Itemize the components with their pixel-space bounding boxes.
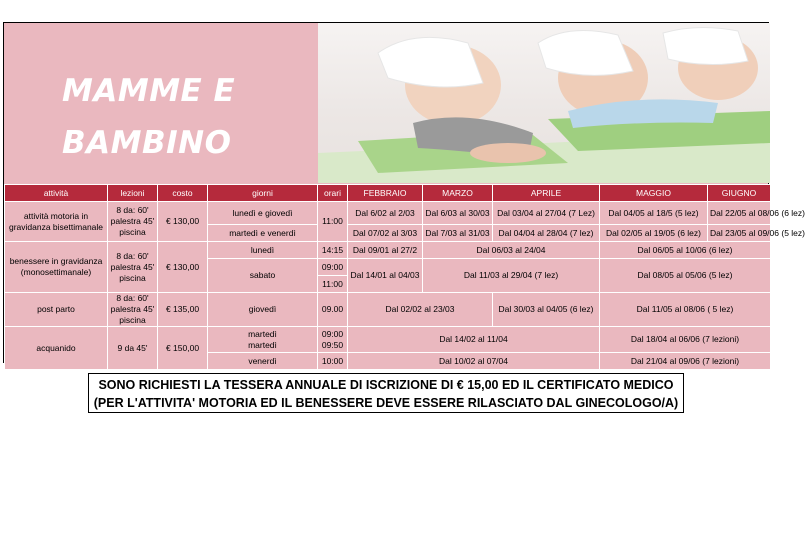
cell-mag: Dal 04/05 al 18/5 (5 lez) xyxy=(600,202,708,225)
col-giugno: GIUGNO xyxy=(708,185,771,202)
col-giorni: giorni xyxy=(208,185,318,202)
cell-lezioni: 9 da 45' xyxy=(108,327,158,370)
cell-apr: Dal 03/04 al 27/04 (7 Lez) xyxy=(493,202,600,225)
cell-mag-giu: Dal 06/05 al 10/06 (6 lez) xyxy=(600,242,771,259)
cell-orario xyxy=(318,327,348,353)
table-row xyxy=(5,327,771,353)
pregnant-women-illustration xyxy=(318,23,770,183)
col-costo: costo xyxy=(158,185,208,202)
cell-orario: 11:00 xyxy=(318,202,348,242)
cell-orario: 14:15 xyxy=(318,242,348,259)
cell-giorni: martedì e venerdì xyxy=(208,225,318,242)
hero-banner xyxy=(4,23,768,183)
cell-lezioni: 8 da: 60' palestra 45' piscina xyxy=(108,202,158,242)
cell-apr: Dal 30/03 al 04/05 (6 lez) xyxy=(493,293,600,327)
col-lezioni: lezioni xyxy=(108,185,158,202)
cell-attivita: attività motoria in gravidanza bisettimanale xyxy=(5,202,108,242)
col-orari: orari xyxy=(318,185,348,202)
page-title xyxy=(62,65,282,169)
cell-orario: 09:00 xyxy=(318,259,348,276)
cell-costo: € 130,00 xyxy=(158,242,208,293)
cell-mag-giu: Dal 21/04 al 09/06 (7 lezioni) xyxy=(600,353,771,370)
cell-feb: Dal 09/01 al 27/2 xyxy=(348,242,423,259)
cell-mag-giu: Dal 18/04 al 06/06 (7 lezioni) xyxy=(600,327,771,353)
title-line-1: MAMME E xyxy=(62,73,236,109)
pregnant-women-photo xyxy=(318,23,770,183)
cell-mar-apr: Dal 06/03 al 24/04 xyxy=(423,242,600,259)
cell-feb: Dal 07/02 al 3/03 xyxy=(348,225,423,242)
schedule-flyer xyxy=(3,22,805,366)
cell-lezioni: 8 da: 60' palestra 45' piscina xyxy=(108,242,158,293)
col-marzo: MARZO xyxy=(423,185,493,202)
cell-giorni: venerdì xyxy=(208,353,318,370)
col-maggio: MAGGIO xyxy=(600,185,708,202)
cell-costo: € 135,00 xyxy=(158,293,208,327)
cell-giorni: lunedì xyxy=(208,242,318,259)
notice-line-1: SONO RICHIESTI LA TESSERA ANNUALE DI ISCRIZIONE DI € 15,00 ED IL CERTIFICATO MEDICO xyxy=(98,378,674,392)
cell-giorni: sabato xyxy=(208,259,318,293)
cell-orario: 11:00 xyxy=(318,276,348,293)
notice-line-2: (PER L'ATTIVITA' MOTORIA ED IL BENESSERE DEVE ESSERE RILASCIATO DAL GINECOLOGO/A) xyxy=(93,396,679,410)
cell-giorni: lunedì e giovedì xyxy=(208,202,318,225)
table-header-row xyxy=(5,185,771,202)
giorni-line: martedì xyxy=(248,339,277,350)
title-line-2: BAMBINO xyxy=(62,125,232,161)
table-row xyxy=(5,202,771,225)
cell-mar-apr: Dal 11/03 al 29/04 (7 lez) xyxy=(423,259,600,293)
cell-feb: Dal 6/02 al 2/03 xyxy=(348,202,423,225)
cell-giu: Dal 22/05 al 08/06 (6 lez) xyxy=(708,202,771,225)
cell-feb: Dal 14/01 al 04/03 xyxy=(348,259,423,293)
cell-orario: 09.00 xyxy=(318,293,348,327)
orario-line: 09:00 xyxy=(321,328,344,339)
cell-lezioni: 8 da: 60' palestra 45' piscina xyxy=(108,293,158,327)
cell-mag-giu: Dal 08/05 al 05/06 (5 lez) xyxy=(600,259,771,293)
requirements-notice xyxy=(88,373,684,413)
cell-orario: 10:00 xyxy=(318,353,348,370)
cell-mar: Dal 7/03 al 31/03 xyxy=(423,225,493,242)
cell-costo: € 130,00 xyxy=(158,202,208,242)
cell-giorni xyxy=(208,327,318,353)
col-febbraio: FEBBRAIO xyxy=(348,185,423,202)
giorni-line: martedì xyxy=(248,328,277,339)
table-row xyxy=(5,242,771,259)
schedule-table xyxy=(4,184,805,370)
cell-apr: Dal 04/04 al 28/04 (7 lez) xyxy=(493,225,600,242)
cell-costo: € 150,00 xyxy=(158,327,208,370)
cell-attivita: acquanido xyxy=(5,327,108,370)
cell-feb-apr: Dal 10/02 al 07/04 xyxy=(348,353,600,370)
cell-mag-giu: Dal 11/05 al 08/06 ( 5 lez) xyxy=(600,293,771,327)
cell-giorni: giovedì xyxy=(208,293,318,327)
cell-giu: Dal 23/05 al 09/06 (5 lez) xyxy=(708,225,771,242)
cell-attivita: benessere in gravidanza (monosettimanale) xyxy=(5,242,108,293)
col-attivita: attività xyxy=(5,185,108,202)
col-aprile: APRILE xyxy=(493,185,600,202)
cell-attivita: post parto xyxy=(5,293,108,327)
table-row xyxy=(5,293,771,327)
cell-mag: Dal 02/05 al 19/05 (6 lez) xyxy=(600,225,708,242)
cell-mar: Dal 6/03 al 30/03 xyxy=(423,202,493,225)
orario-line: 09:50 xyxy=(321,339,344,350)
cell-feb-mar: Dal 02/02 al 23/03 xyxy=(348,293,493,327)
cell-feb-apr: Dal 14/02 al 11/04 xyxy=(348,327,600,353)
